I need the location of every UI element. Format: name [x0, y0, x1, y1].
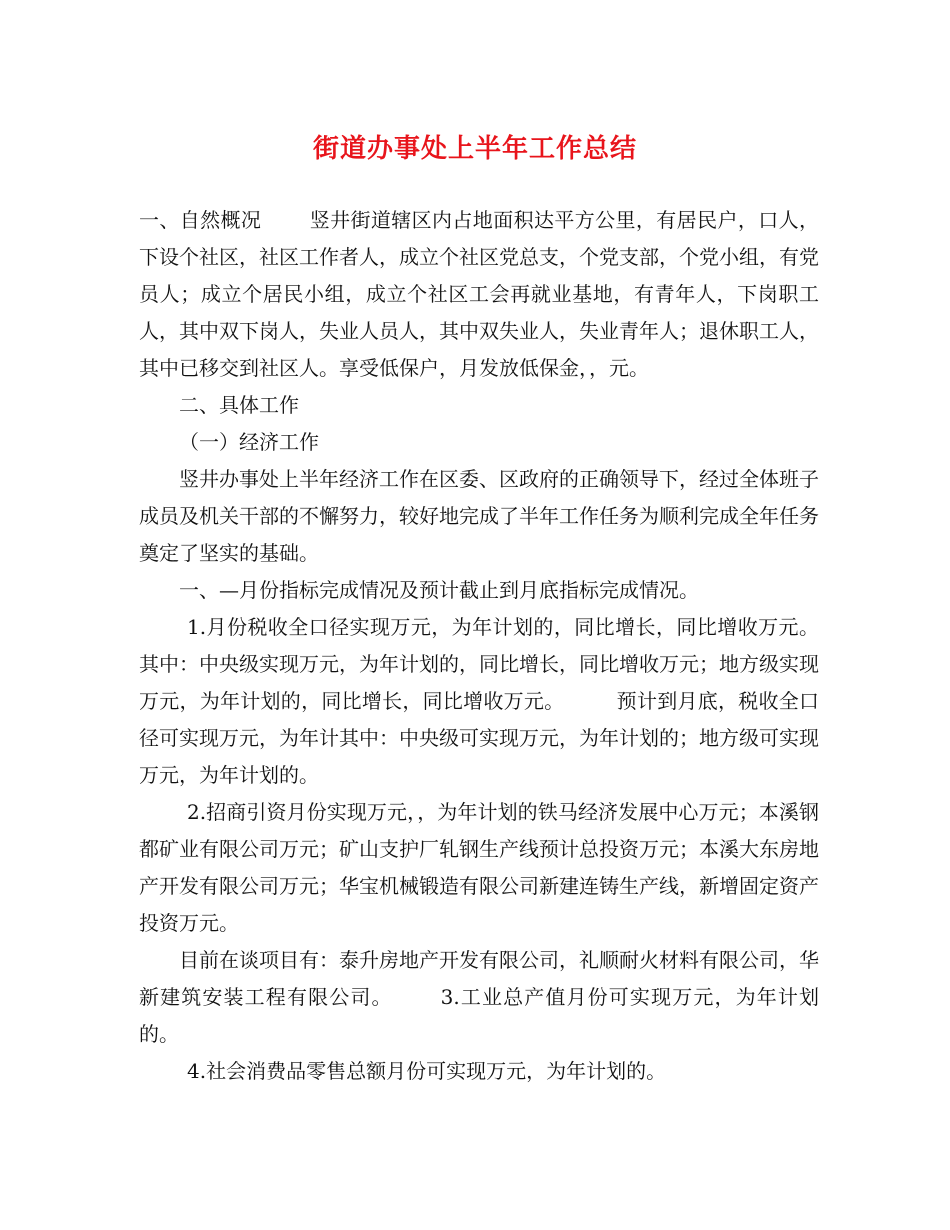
natural-overview-text: 竖井街道辖区内占地面积达平方公里，有居民户，口人，下设个社区，社区工作者人，成立个社区党总支，个党支部，个党小组，有党员人；成立个居民小组，成立个社区工会再就业基地，有青年人，下岗职工人，其中双下岗人，失业人员人，其中双失业人，失业青年人；退休职工人，其中已移交到社区人。享受低保户，月发放低保金，，元。: [139, 208, 820, 380]
industrial-output-text: 3.工业总产值月份可实现万元，为年计划的。: [139, 985, 819, 1046]
projects-text: 目前在谈项目有：泰升房地产开发有限公司，礼顺耐火材料有限公司，华新建筑安装工程有限公司。: [139, 948, 819, 1009]
subsection-heading-economic-work: （一）经济工作: [179, 430, 319, 454]
tax-forecast-text: 预计到月底，税收全口径可实现万元，为年计其中：中央级可实现万元，为年计划的；地方级可实现万元，为年计划的。: [139, 689, 820, 787]
paragraph-investment: 2.招商引资月份实现万元，，为年计划的铁马经济发展中心万元；本溪钢都矿业有限公司万元；矿山支护厂轧钢生产线预计总投资万元；本溪大东房地产开发有限公司万元；华宝机械锻造有限公司新建连铸生产线，新增固定资产投资万元。: [139, 800, 819, 935]
paragraph-retail-sales: 4.社会消费品零售总额月份可实现万元，为年计划的。: [187, 1059, 667, 1083]
section-heading-specific-work: 二、具体工作: [179, 393, 299, 417]
tax-revenue-text: 1.月份税收全口径实现万元，为年计划的，同比增长，同比增收万元。其中：中央级实现万元，为年计划的，同比增长，同比增收万元；地方级实现万元，为年计划的，同比增长，同比增收万元。: [139, 615, 819, 713]
paragraph-economic-intro: 竖井办事处上半年经济工作在区委、区政府的正确领导下，经过全体班子成员及机关干部的不懈努力，较好地完成了半年工作任务为顺利完成全年任务奠定了坚实的基础。: [139, 467, 819, 565]
paragraph-tax-revenue: [139, 609, 819, 794]
paragraph-indicator-heading: 一、—月份指标完成情况及预计截止到月底指标完成情况。: [179, 578, 699, 602]
document-title: 街道办事处上半年工作总结: [312, 134, 637, 164]
paragraph-projects: [139, 942, 819, 1053]
section-heading-natural-overview: 一、自然概况: [139, 208, 262, 232]
paragraph-natural-overview: [139, 202, 819, 387]
document-body: [139, 202, 819, 1090]
